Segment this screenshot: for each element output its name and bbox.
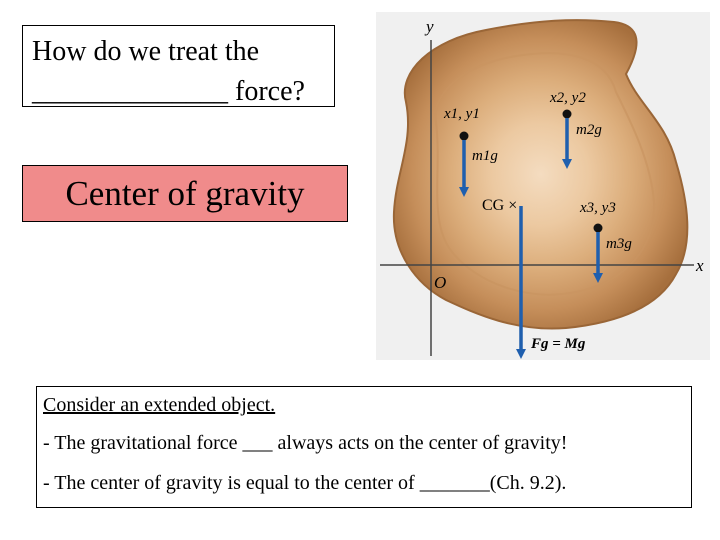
answer-box [22,165,348,222]
particle-3-dot [594,224,603,233]
particle-2-dot [563,110,572,119]
particle-2-coord: x2, y2 [550,90,586,106]
note-bullet-1: - The gravitational force ___ always acts on the center of gravity! [43,432,568,454]
note-bullet-2: - The center of gravity is equal to the center of _______(Ch. 9.2). [43,472,567,494]
particle-1-mass-label: m1g [472,148,498,164]
particle-3-coord: x3, y3 [580,200,616,216]
question-line-2: ______________ force? [32,76,305,107]
question-box [22,25,335,107]
question-line-1: How do we treat the [32,36,260,67]
center-of-gravity-diagram [376,12,710,360]
answer-label: Center of gravity [65,174,305,213]
note-title: Consider an extended object. [43,394,276,416]
particle-1-coord: x1, y1 [444,106,480,122]
particle-3-mass-label: m3g [606,236,632,252]
y-axis-label: y [426,17,434,36]
total-force-label: Fg = Mg [531,336,586,352]
particle-1-dot [460,132,469,141]
particle-2-mass-label: m2g [576,122,602,138]
note-box [36,386,692,508]
origin-label: O [434,273,447,292]
x-axis-label: x [696,256,704,275]
cg-label: CG × [482,197,518,214]
